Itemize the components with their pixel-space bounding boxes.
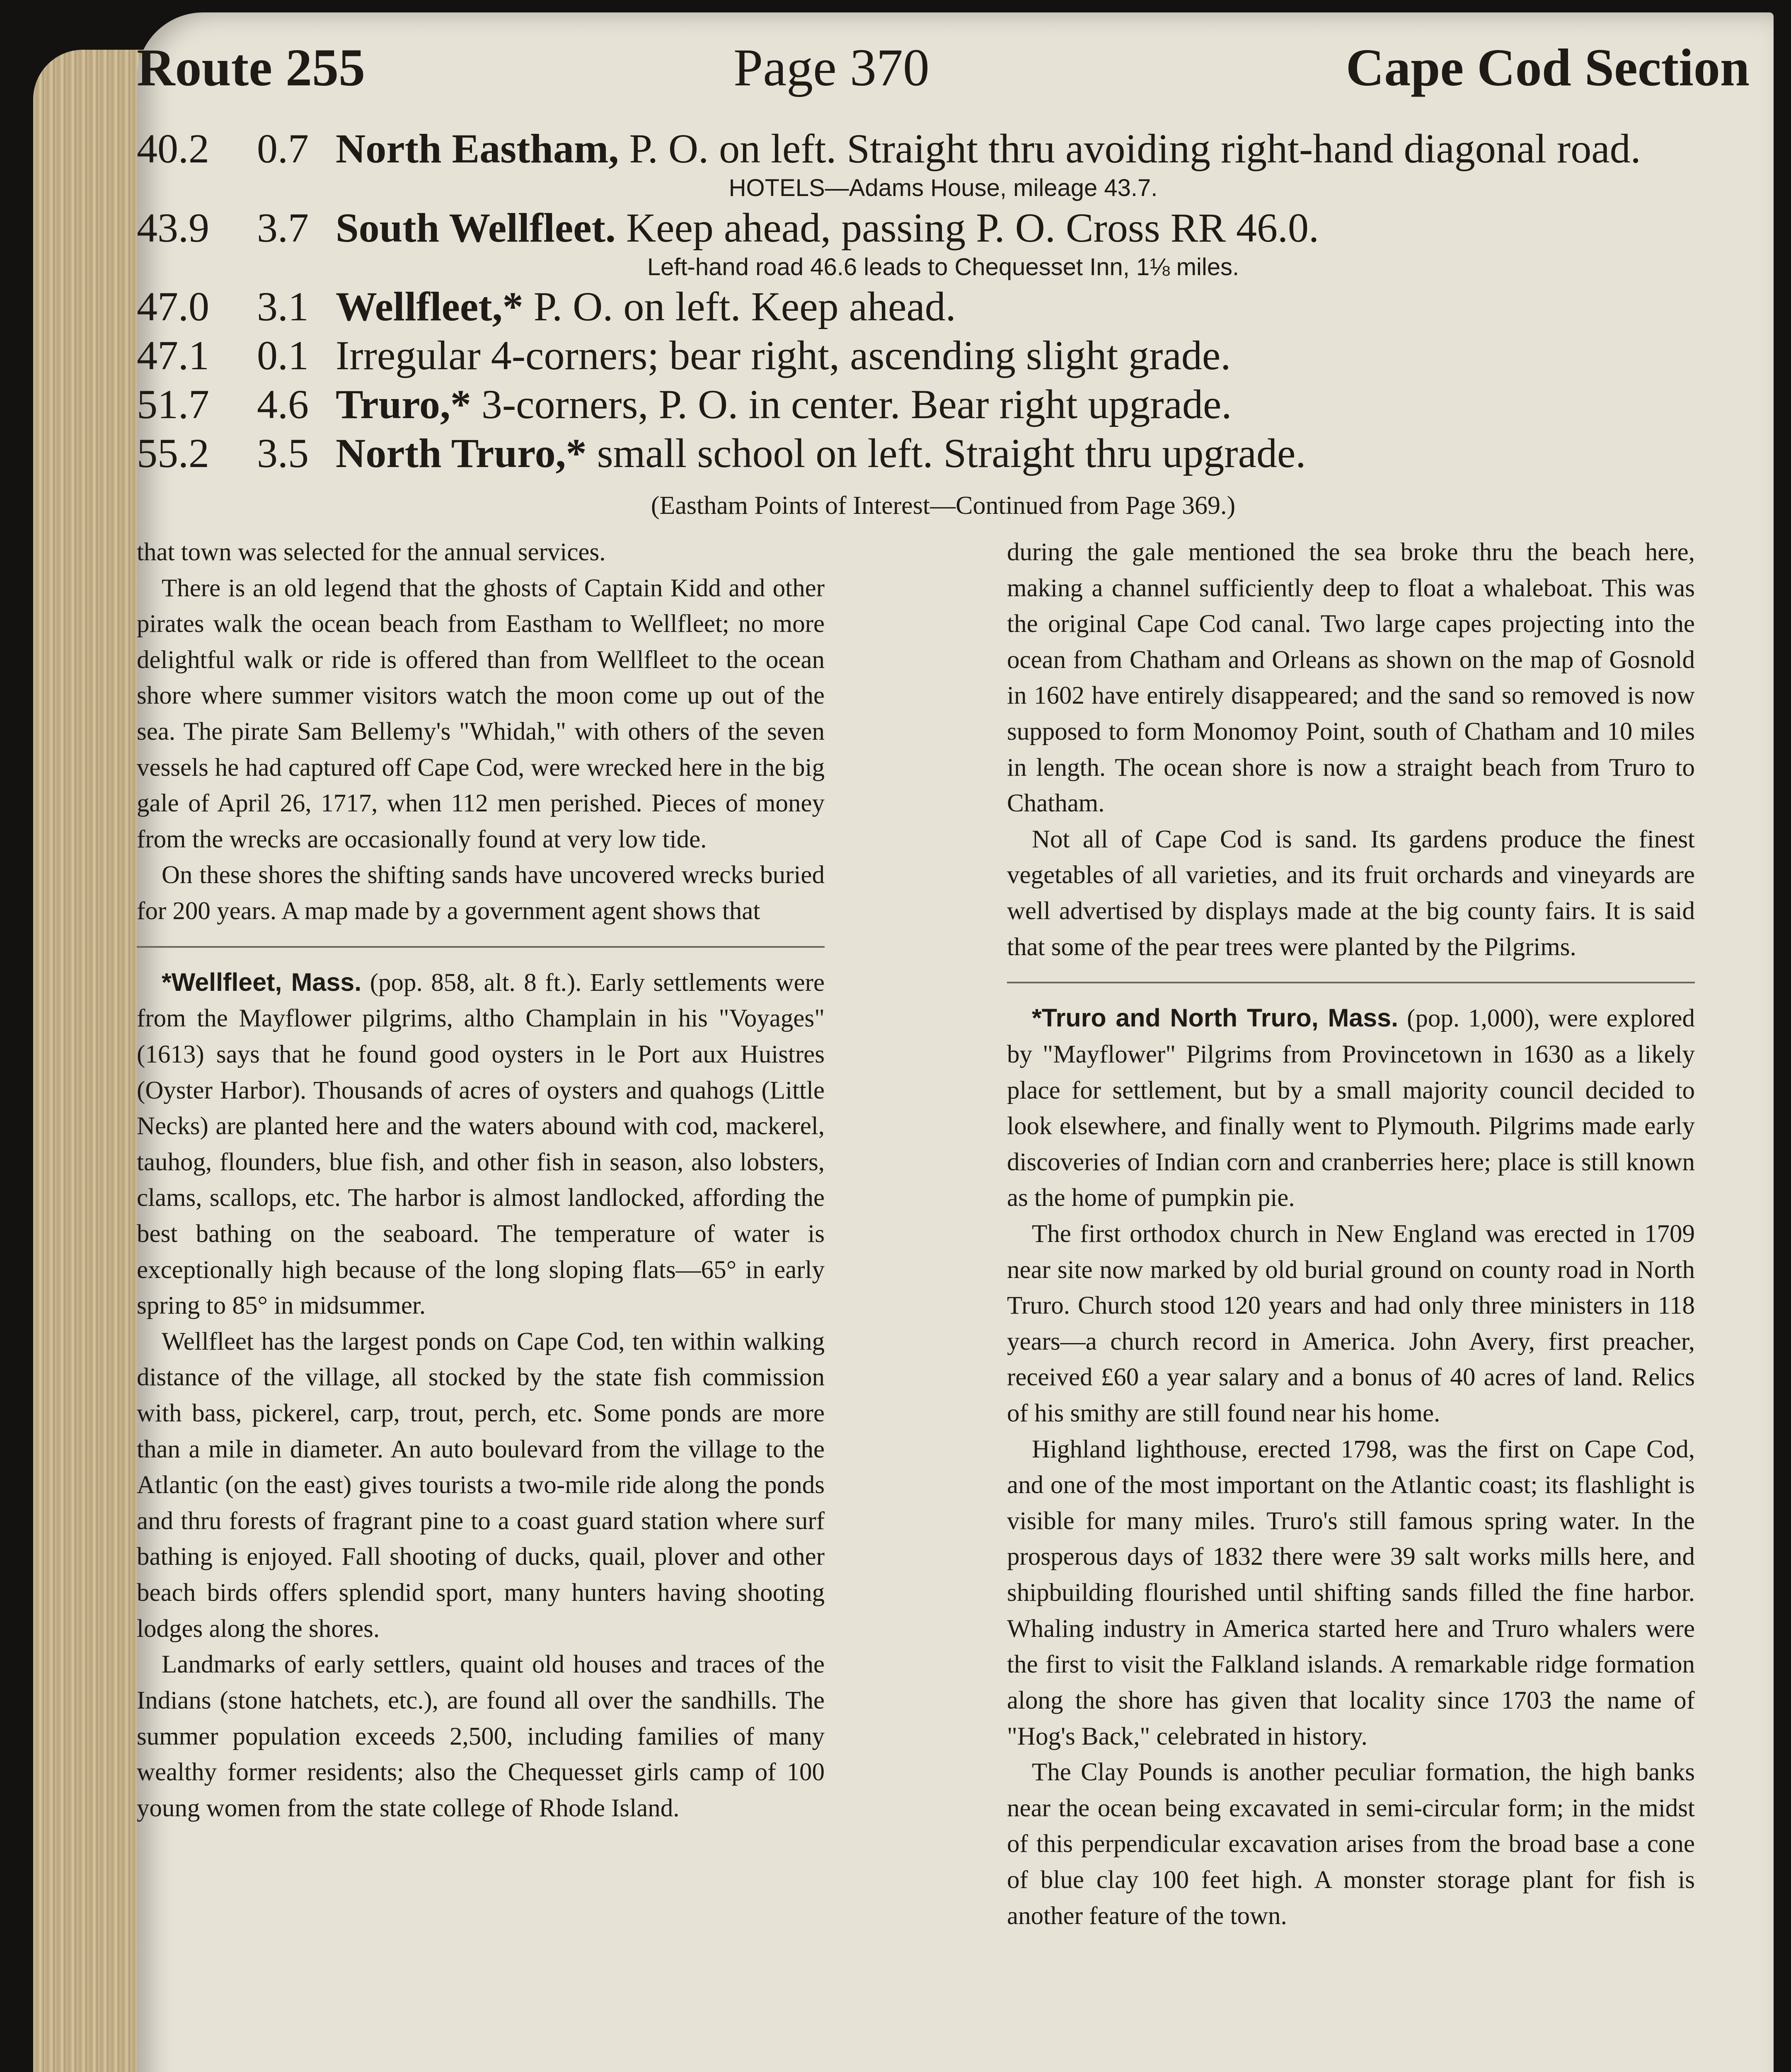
mileage: 47.1 <box>137 332 209 378</box>
route-row <box>137 203 1750 252</box>
direction-text <box>336 331 1750 380</box>
paragraph: Highland lighthouse, erected 1798, was the first on Cape Cod, and one of the most important on the Atlantic coast; its flashlight is visible for many miles. Truro's still famous spring water. In the prosperous days of 1832 there were 39 salt works mills here, and shipbuilding flourished until shifting sands filled the fine harbor. Whaling industry in America started here and Truro whalers were the first to visit the Falkland islands. A remarkable ridge formation along the shore has given that locality since 1703 the name of "Hog's Back," celebrated in history. <box>1007 1435 1695 1750</box>
direction-detail: 3-corners, P. O. in center. Bear right upgrade. <box>471 381 1232 427</box>
direction-text <box>336 124 1750 173</box>
step-distance: 0.1 <box>257 332 309 378</box>
paragraph: Wellfleet has the largest ponds on Cape Cod, ten within walking distance of the village, all stocked by the state fish commission with bass, pickerel, carp, trout, perch, etc. Some ponds are more than a mile in diameter. An auto boulevard from the village to the Atlantic (on the east) gives tourists a two-mile ride along the ponds and thru forests of fragrant pine to a coast guard station where surf bathing is enjoyed. Fall shooting of ducks, quail, plover and other beach birds offers splendid sport, many hunters having shooting lodges along the shores. <box>137 1327 825 1643</box>
place-name: Truro,* <box>336 381 471 427</box>
paragraph: Landmarks of early settlers, quaint old houses and traces of the Indians (stone hatchets, etc.), are found all over the sandhills. The summer population exceeds 2,500, including families of many wealthy former residents; also the Chequesset girls camp of 100 young women from the state college of Rhode Island. <box>137 1651 825 1822</box>
step-distance: 4.6 <box>257 381 309 427</box>
right-column <box>1007 535 1695 2072</box>
direction-detail: Keep ahead, passing P. O. Cross RR 46.0. <box>615 204 1319 251</box>
route-directions <box>137 124 1750 478</box>
direction-text <box>336 429 1750 478</box>
route-note: Left-hand road 46.6 leads to Chequesset Inn, 1⅛ miles. <box>647 253 1239 281</box>
paragraph: Not all of Cape Cod is sand. Its gardens produce the finest vegetables of all varieties, and its fruit orchards and vineyards are well advertised by displays made at the big county fairs. It is said that some of the pear trees were planted by the Pilgrims. <box>1007 825 1695 961</box>
entry-heading: *Truro and North Truro, Mass. <box>1032 1004 1399 1032</box>
left-column <box>137 535 825 2072</box>
paragraph <box>137 964 825 1324</box>
route-row <box>137 282 1750 331</box>
truro-entry <box>1007 982 1695 1934</box>
route-row <box>137 429 1750 478</box>
entry-text: (pop. 1,000), were explored by "Mayflower" Pilgrims from Provincetown in 1630 as a likely place for settlement, but by a small majority council decided to look elsewhere, and finally went to Plymouth. Pilgrims made early discoveries of Indian corn and cranberries here; place is still known as the home of pumpkin pie. <box>1007 1005 1695 1212</box>
paragraph: The Clay Pounds is another peculiar formation, the high banks near the ocean being excavated in semi-circular form; in the midst of this perpendicular excavation arises from the broad base a cone of blue clay 100 feet high. A monster storage plant for fish is another feature of the town. <box>1007 1758 1695 1930</box>
route-row <box>137 124 1750 173</box>
place-name: Wellfleet,* <box>336 283 523 329</box>
paragraph: The first orthodox church in New England was erected in 1709 near site now marked by old burial ground on county road in North Truro. Church stood 120 years and had only three ministers in 118 years—a church record in America. John Avery, first preacher, received £60 a year salary and a bonus of 40 acres of land. Relics of his smithy are still found near his home. <box>1007 1220 1695 1428</box>
direction-detail: P. O. on left. Keep ahead. <box>523 283 956 329</box>
step-distance: 0.7 <box>257 126 309 172</box>
interest-caption: (Eastham Points of Interest—Continued from Page 369.) <box>651 491 1236 520</box>
route-row <box>137 331 1750 380</box>
paragraph: during the gale mentioned the sea broke thru the beach here, making a channel sufficiently deep to float a whaleboat. This was the original Cape Cod canal. Two large capes projecting into the ocean from Chatham and Orleans as shown on the map of Gosnold in 1602 have entirely disappeared; and the sand so removed is now supposed to form Monomoy Point, south of Chatham and 10 miles in length. The ocean shore is now a straight beach from Truro to Chatham. <box>1007 538 1695 818</box>
place-name: North Eastham, <box>336 126 619 172</box>
direction-detail: Irregular 4-corners; bear right, ascending slight grade. <box>336 332 1231 378</box>
step-distance: 3.1 <box>257 283 309 329</box>
step-distance: 3.5 <box>257 430 309 476</box>
mileage: 51.7 <box>137 381 209 427</box>
route-row <box>137 380 1750 429</box>
body-columns <box>137 535 1695 2072</box>
paragraph: On these shores the shifting sands have uncovered wrecks buried for 200 years. A map made by a government agent shows that <box>137 861 825 925</box>
direction-text <box>336 380 1750 429</box>
section-title: Cape Cod Section <box>1346 38 1750 97</box>
page-header <box>137 25 1750 108</box>
wellfleet-entry <box>137 946 825 1827</box>
mileage: 43.9 <box>137 204 209 251</box>
mileage: 40.2 <box>137 126 209 172</box>
direction-text <box>336 282 1750 331</box>
route-number: Route 255 <box>137 38 365 97</box>
page-number: Page 370 <box>733 38 929 97</box>
direction-text <box>336 203 1750 252</box>
paragraph: that town was selected for the annual services. <box>137 538 606 566</box>
entry-text: (pop. 858, alt. 8 ft.). Early settlements were from the Mayflower pilgrims, altho Champlain in his "Voyages" (1613) says that he found good oysters in le Port aux Huistres (Oyster Harbor). Thousands of acres of oysters and quahogs (Little Necks) are planted here and the waters abound with cod, mackerel, tauhog, flounders, blue fish, and other fish in season, also lobsters, clams, scallops, etc. The harbor is almost landlocked, affording the best bathing on the seaboard. The temperature of water is exceptionally high because of the long sloping flats—65° in early spring to 85° in midsummer. <box>137 968 825 1320</box>
direction-detail: P. O. on left. Straight thru avoiding right-hand diagonal road. <box>619 126 1641 172</box>
step-distance: 3.7 <box>257 204 309 251</box>
mileage: 55.2 <box>137 430 209 476</box>
paragraph: There is an old legend that the ghosts of Captain Kidd and other pirates walk the ocean beach from Eastham to Wellfleet; no more delightful walk or ride is offered than from Wellfleet to the ocean shore where summer visitors watch the moon come up out of the sea. The pirate Sam Bellemy's "Whidah," with others of the seven vessels he had captured off Cape Cod, were wrecked here in the big gale of April 26, 1717, when 112 men perished. Pieces of money from the wrecks are occasionally found at very low tide. <box>137 574 825 853</box>
paragraph <box>1007 1000 1695 1216</box>
place-name: South Wellfleet. <box>336 204 616 251</box>
route-note: HOTELS—Adams House, mileage 43.7. <box>729 174 1158 201</box>
mileage: 47.0 <box>137 283 209 329</box>
entry-heading: *Wellfleet, Mass. <box>162 968 362 996</box>
direction-detail: small school on left. Straight thru upgrade. <box>586 430 1306 476</box>
place-name: North Truro,* <box>336 430 587 476</box>
